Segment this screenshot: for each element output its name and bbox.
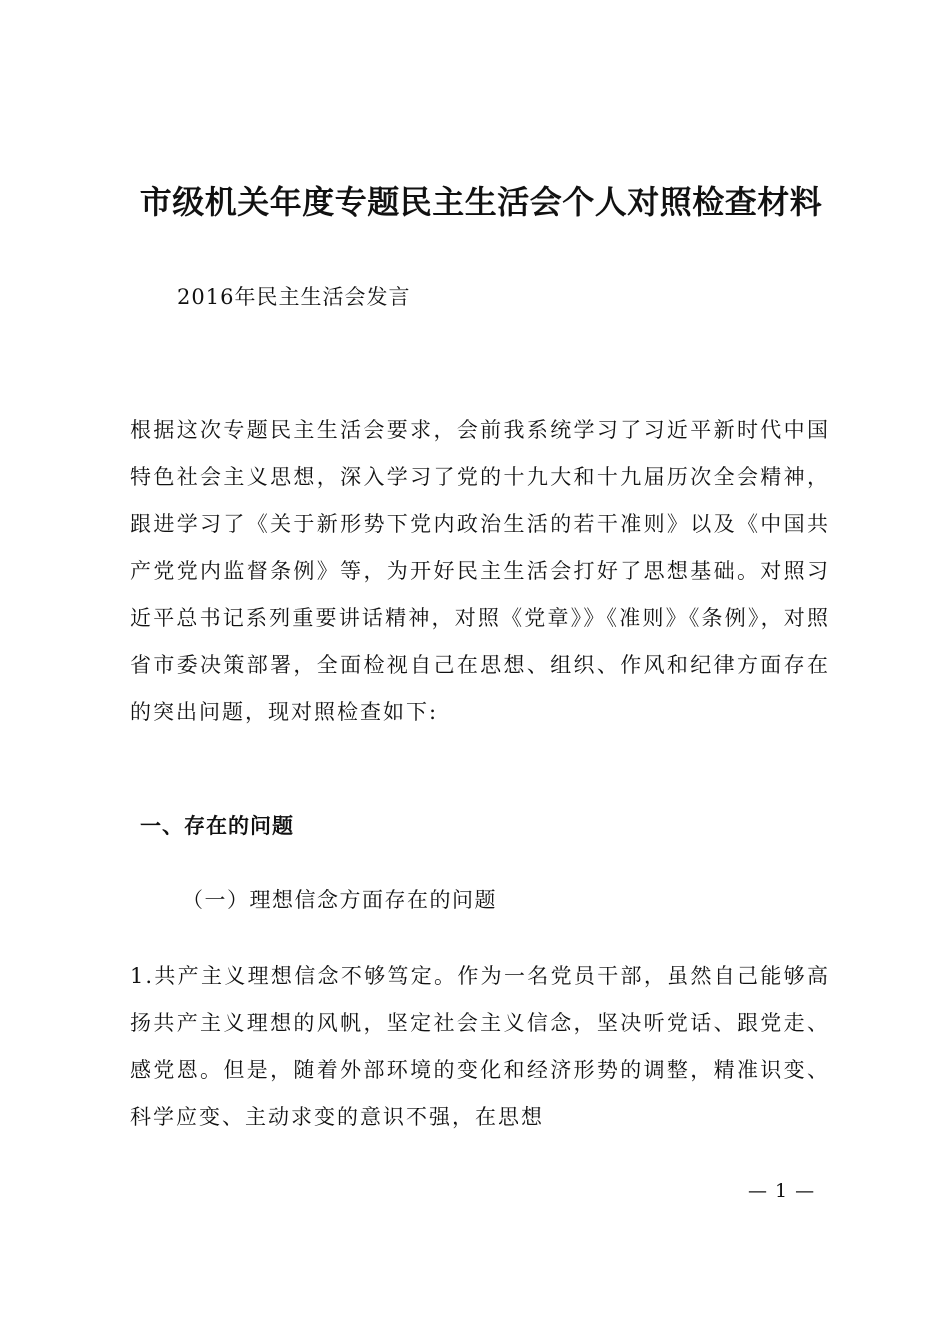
document-title: 市级机关年度专题民主生活会个人对照检查材料 <box>139 183 823 221</box>
page-number: — 1 — <box>748 1180 816 1202</box>
intro-paragraph: 根据这次专题民主生活会要求，会前我系统学习了习近平新时代中国特色社会主义思想，深入学习了党的十九大和十九届历次全会精神，跟进学习了《关于新形势下党内政治生活的若干准则》以及《中国共产党党内监督条例》等，为开好民主生活会打好了思想基础。对照习近平总书记系列重要讲话精神，对照《党章》》《准则》《条例》，对照省市委决策部署，全面检视自己在思想、组织、作风和纪律方面存在的突出问题，现对照检查如下: <box>130 418 830 724</box>
item-paragraph: 1.共产主义理想信念不够笃定。作为一名党员干部，虽然自己能够高扬共产主义理想的风帆，坚定社会主义信念，坚决听党话、跟党走、感党恩。但是，随着外部环境的变化和经济形势的调整，精准识变、科学应变、主动求变的意识不强，在思想 <box>130 964 830 1129</box>
document-subtitle: 2016年民主生活会发言 <box>177 285 411 309</box>
section-heading: 一、存在的问题 <box>140 814 294 838</box>
sub-heading: （一）理想信念方面存在的问题 <box>182 888 497 912</box>
